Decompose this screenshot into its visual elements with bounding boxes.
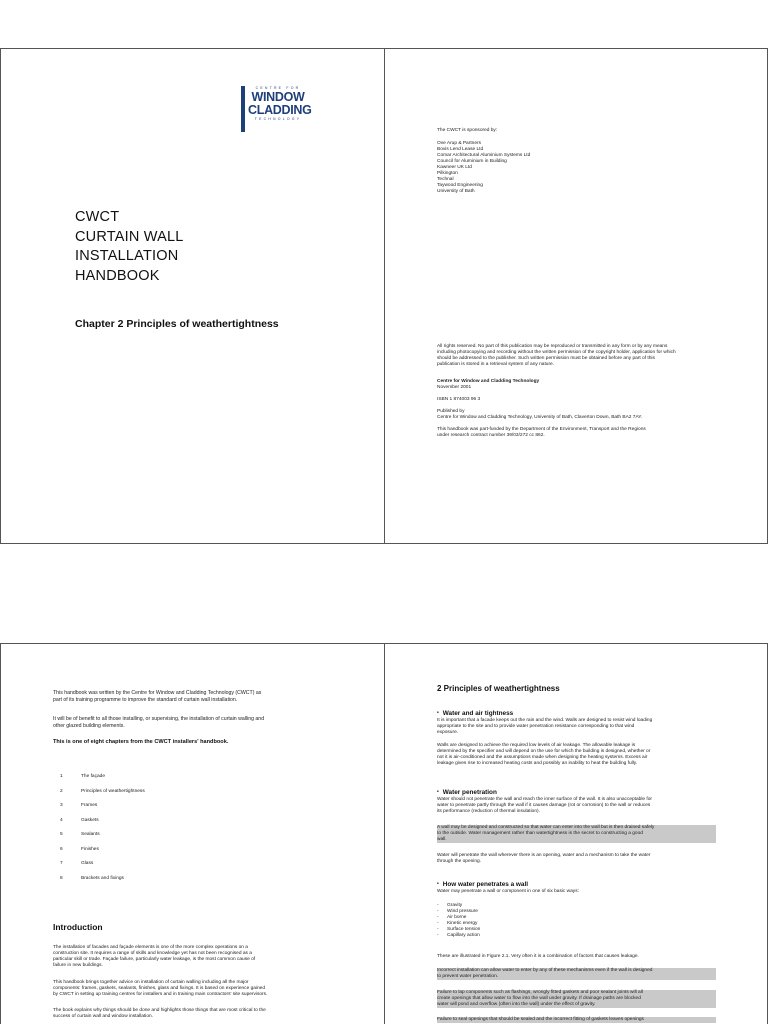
rights-line: should be addressed to the publisher. Such written permission must be obtained before any part of this — [437, 356, 655, 361]
text-line: part of its training programme to improve the standard of curtain wall installation. — [53, 696, 238, 703]
text-line: This handbook brings together advice on installation of curtain walling including all the major — [53, 980, 249, 985]
highlight-box — [437, 1017, 716, 1023]
list-item: - Capillary action — [437, 932, 480, 938]
sponsor-item: Council for Aluminium in Building — [437, 159, 507, 164]
toc-label: Gaskets — [81, 817, 99, 823]
toc-number: 1 — [60, 774, 63, 779]
cover-page — [0, 48, 385, 544]
rights-line: publication is stored in a retrieval system of any nature. — [437, 362, 555, 367]
isbn: ISBN 1 874003 96 3 — [437, 397, 481, 402]
toc-number: 8 — [60, 875, 63, 881]
rights-notice — [437, 344, 676, 368]
highlight-box — [437, 825, 716, 843]
list-item: - Gravity — [437, 903, 463, 908]
imprint-page — [384, 48, 768, 544]
logo-bar — [241, 86, 245, 132]
toc-number: 2 — [60, 788, 63, 794]
text-line: to the outside. Water management rather than watertightness is the secret to constructing a good — [437, 830, 643, 836]
cwct-logo — [248, 86, 312, 132]
section-heading — [437, 789, 497, 796]
toc-label: Brackets and fixings — [81, 875, 124, 881]
text-line: Water should not penetrate the wall and reach the inner surface of the wall. It is also unacceptable for — [437, 797, 653, 802]
list-item: - Kinetic energy — [437, 920, 478, 926]
sponsor-block — [437, 128, 530, 195]
toc-label: Principles of weathertightness — [81, 788, 145, 794]
toc-label: The façade — [81, 774, 106, 779]
introduction-heading: Introduction — [53, 922, 103, 932]
toc-number: 3 — [60, 803, 63, 808]
org-name: Centre for Window and Cladding Technology — [437, 379, 540, 384]
body-paragraph — [437, 743, 716, 767]
intro-paragraph — [53, 716, 333, 729]
logo-top-text: CENTRE FOR — [255, 86, 301, 90]
sponsor-item: Technal — [437, 177, 454, 182]
text-line: It is important that a facade keeps out the rain and the wind. Walls are designed to resist wind loading — [437, 718, 653, 723]
text-line: appropriate to the site and to provide water penetration resistance corresponding to that wind — [437, 723, 635, 729]
sponsor-item: Bovis Lend Lease Ltd — [437, 147, 484, 152]
text-line: Water will penetrate the wall wherever there is an opening, water and a mechanism to take the water — [437, 853, 651, 858]
text-line: create openings that allow water to flow into the wall under gravity. If drainage paths are blocked — [437, 995, 641, 1001]
section-title: How water penetrates a wall — [442, 881, 529, 888]
bullet-icon: • — [437, 789, 439, 795]
publication-date: November 2001 — [437, 385, 472, 390]
highlight-box — [437, 990, 716, 1008]
intro-body-paragraph — [53, 1008, 266, 1020]
text-line: water will pond and overflow (often into the wall) under the effect of gravity. — [437, 1001, 596, 1007]
toc-number: 4 — [60, 817, 63, 823]
text-line: A wall may be designed and constructed so that water can enter into the wall but is then drained safely — [437, 825, 655, 830]
text-line: failure in new buildings. — [53, 963, 103, 968]
text-line: Failure to lap components such as flashings, wrongly fitted gaskets and poor sealant joints will all — [437, 990, 643, 995]
text-line: Failure to seal openings that should be sealed and the incorrect fitting of gaskets leaves openings — [437, 1017, 644, 1022]
bullet-icon: • — [437, 710, 439, 716]
section-title: Water penetration — [442, 789, 497, 796]
list-item: - Air borne — [437, 914, 467, 920]
text-line: through the opening. — [437, 858, 482, 864]
intro-paragraph — [53, 690, 333, 703]
body-paragraph — [437, 853, 716, 865]
toc-number: 6 — [60, 846, 63, 852]
sponsor-item: University of Bath — [437, 189, 475, 194]
title-line: CWCT — [75, 209, 120, 225]
sponsor-item: Pilkington — [437, 171, 458, 176]
body-paragraph: Water may penetrate a wall or component in one of six basic ways: — [437, 889, 579, 894]
intro-body-paragraph — [53, 980, 267, 998]
toc-label: Finishes — [81, 846, 99, 852]
text-line: The installation of facades and façade elements is one of the more complex operations on a — [53, 945, 248, 950]
text-line: exposure. — [437, 729, 459, 735]
bullet-icon: • — [437, 881, 439, 887]
toc-number: 5 — [60, 832, 63, 837]
text-line: This handbook was written by the Centre for Window and Cladding Technology (CWCT) as — [53, 690, 262, 696]
text-line: particular skill or trade. Façade failure, particularly water leakage, is the most common cause of — [53, 957, 256, 962]
funding-line: under research contract number 39/03/272 cc 862. — [437, 433, 545, 438]
text-line: its performance (reduction of thermal insulation). — [437, 808, 540, 814]
handbook-title — [75, 208, 315, 286]
text-line: leakage gives rise to increased heating costs and possibly an inability to heat the building fully. — [437, 760, 638, 766]
list-item-label: Air borne — [447, 914, 467, 920]
chapters-note: This is one of eight chapters from the CWCT installers' handbook. — [53, 739, 229, 745]
sponsor-item: Kawneer UK Ltd — [437, 165, 472, 170]
rights-line: including photocopying and recording without the written permission of the copyright holder, application for which — [437, 350, 676, 355]
sponsor-item: Comar Architectural Aluminium Systems Ltd — [437, 153, 531, 158]
list-item-label: Wind pressure — [447, 908, 478, 914]
list-item: - Surface tension — [437, 926, 481, 932]
text-line: not it is air-conditioned and the assumptions made when designing the heating systems. Excess air — [437, 754, 648, 760]
published-by: Published by — [437, 409, 465, 414]
highlight-box — [437, 968, 716, 980]
logo-bottom-text: TECHNOLOGY — [254, 117, 302, 121]
sponsor-item: Ove Arup & Partners — [437, 141, 481, 146]
title-line: INSTALLATION — [75, 248, 179, 264]
publication-info — [437, 379, 646, 439]
text-line: Incorrect installation can allow water to enter by any of these mechanisms even if the wall is designed — [437, 968, 653, 973]
publisher-address: Centre for Window and Cladding Technology, University of Bath, Claverton Down, Bath BA2 7AY. — [437, 415, 643, 420]
title-line: CURTAIN WALL — [75, 228, 184, 245]
intro-body-paragraph — [53, 945, 255, 969]
rights-line: All rights reserved. No part of this publication may be reproduced or transmitted in any form or by any means — [437, 344, 668, 349]
toc-number: 7 — [60, 861, 63, 866]
sponsor-item: Taywood Engineering — [437, 183, 483, 188]
logo-window-text: WINDOW — [251, 90, 305, 104]
sponsor-intro: The CWCT is sponsored by: — [437, 128, 498, 133]
text-line: to prevent water penetration. — [437, 973, 499, 979]
list-item-label: Surface tension — [447, 926, 481, 932]
section-heading — [437, 710, 513, 717]
body-paragraph — [437, 718, 716, 736]
section-heading — [437, 881, 528, 888]
section-title: Water and air tightness — [442, 710, 514, 717]
chapter-title: Chapter 2 Principles of weathertightness — [75, 318, 279, 330]
toc-label: Frames — [81, 803, 98, 808]
list-item-label: Gravity — [447, 903, 463, 908]
body-paragraph — [437, 797, 716, 815]
funding-line: This handbook was part-funded by the Department of the Environment, Transport and the Regions — [437, 427, 646, 432]
text-line: by CWCT in setting up training centres for installers and in training main contractors' site supervisors. — [53, 992, 268, 997]
chapter-heading: 2 Principles of weathertightness — [437, 684, 560, 693]
text-line: success of curtain wall and window installation. — [53, 1014, 153, 1019]
list-item-label: Kinetic energy — [447, 920, 478, 926]
text-line: determined by the specifier and will depend on the use for which the building is designed, whether or — [437, 748, 651, 754]
text-line: components: frames, gaskets, sealants, finishes, glass and fixings. It is based on experience gained — [53, 986, 265, 991]
list-item: - Wind pressure — [437, 908, 478, 914]
toc-label: Glass — [81, 861, 94, 866]
text-line: other glazed building elements. — [53, 722, 125, 729]
text-line: It will be of benefit to all those installing, or supervising, the installation of curtain walling and — [53, 716, 265, 722]
text-line: wall. — [437, 836, 447, 842]
toc-label: Sealants — [81, 832, 100, 837]
penetration-list — [437, 903, 480, 938]
text-line: Walls are designed to achieve the required low levels of air leakage. The allowable leakage is — [437, 743, 636, 748]
body-paragraph: These are illustrated in Figure 2.1. Very often it is a combination of factors that causes leakage. — [437, 954, 639, 959]
text-line: The book explains why things should be done and highlights those things that are most critical to the — [53, 1008, 266, 1013]
title-line: HANDBOOK — [75, 267, 160, 284]
logo-cladding-text: CLADDING — [248, 103, 312, 117]
text-line: construction site. It requires a range of skills and knowledge yet has not been recognised as a — [53, 951, 252, 956]
text-line: water to penetrate partly through the wall if it causes damage (rot or corrosion) to the wall or reduces — [437, 802, 651, 808]
list-item-label: Capillary action — [447, 932, 480, 938]
